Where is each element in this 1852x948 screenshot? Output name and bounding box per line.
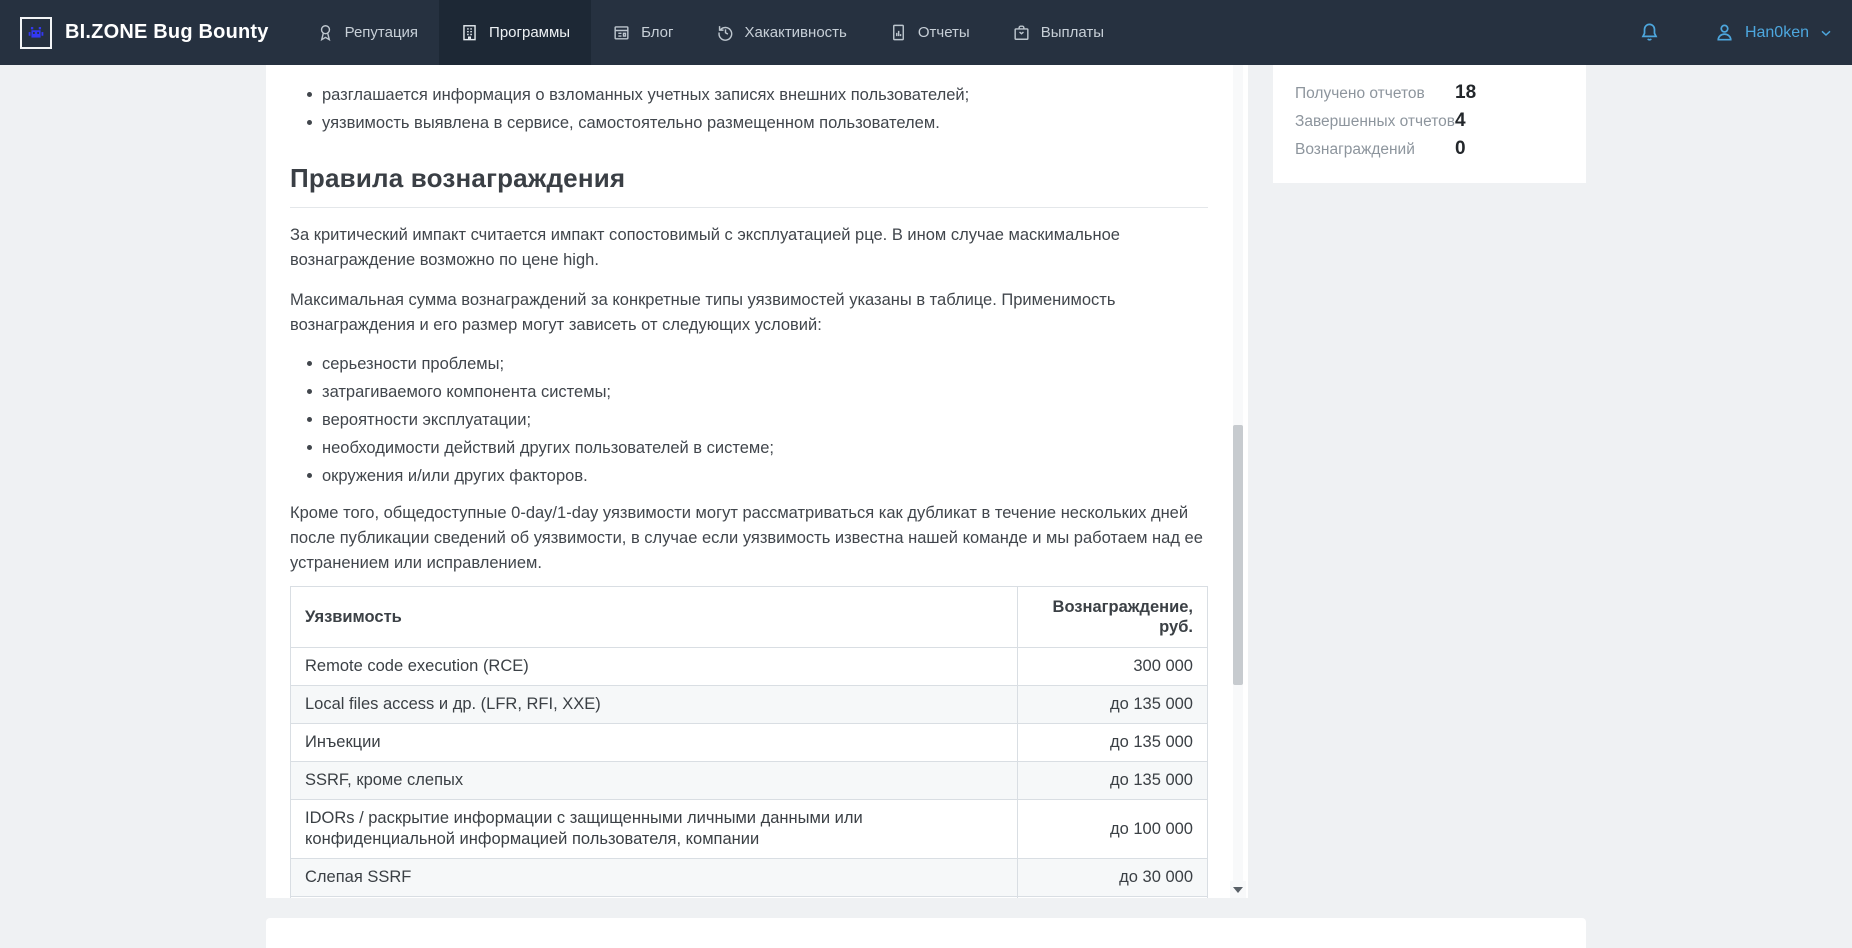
table-row bbox=[291, 859, 1208, 897]
stat-label: Вознаграждений bbox=[1295, 141, 1415, 158]
stat-value: 0 bbox=[1455, 138, 1466, 159]
column-header-reward: Вознаграждение, руб. bbox=[1018, 587, 1208, 648]
nav-item-blog[interactable]: Блог bbox=[591, 0, 694, 65]
stat-label: Получено отчетов bbox=[1295, 85, 1425, 102]
navbar-right bbox=[1638, 0, 1852, 65]
top-navbar bbox=[0, 0, 1852, 65]
user-menu[interactable] bbox=[1713, 21, 1834, 44]
briefcase-icon bbox=[1012, 23, 1031, 42]
vulnerability-cell: Local files access и др. (LFR, RFI, XXE) bbox=[291, 686, 1018, 724]
stat-value: 18 bbox=[1455, 82, 1477, 103]
building-icon bbox=[460, 23, 479, 42]
stat-row-rewards bbox=[1295, 138, 1586, 166]
nav-item-payouts[interactable]: Выплаты bbox=[991, 0, 1125, 65]
username: Han0ken bbox=[1744, 23, 1809, 41]
stat-label: Завершенных отчетов bbox=[1295, 113, 1455, 130]
program-stats-card bbox=[1273, 65, 1586, 183]
newspaper-icon bbox=[612, 23, 631, 42]
reward-cell: до 135 000 bbox=[1018, 724, 1208, 762]
scroll-down-arrow-icon bbox=[1233, 887, 1243, 893]
program-rules-panel bbox=[266, 65, 1248, 898]
stat-value: 4 bbox=[1455, 110, 1466, 131]
nav-item-reports[interactable]: Отчеты bbox=[868, 0, 991, 65]
paragraph-critical-impact: За критический импакт считается импакт сопостовимый с эксплуатацией рце. В ином случае маскимальное вознаграждение возможно по цене high. bbox=[290, 226, 1120, 269]
rewards-table bbox=[290, 586, 1208, 898]
next-section-card bbox=[266, 918, 1586, 948]
vulnerability-cell: SSRF, кроме слепых bbox=[291, 762, 1018, 800]
main-nav bbox=[295, 0, 1125, 65]
table-row bbox=[291, 762, 1208, 800]
stat-row-reports-completed bbox=[1295, 110, 1586, 138]
list-item: затрагиваемого компонента системы; bbox=[322, 382, 1208, 402]
list-item: окружения и/или других факторов. bbox=[322, 466, 1208, 486]
table-row bbox=[291, 648, 1208, 686]
bug-logo-icon bbox=[20, 17, 52, 49]
scrollbar-thumb[interactable] bbox=[1233, 425, 1243, 685]
list-item: серьезности проблемы; bbox=[322, 354, 1208, 374]
history-icon bbox=[716, 23, 735, 42]
user-icon bbox=[1713, 21, 1736, 44]
paragraph-max-rewards: Максимальная сумма вознаграждений за конкретные типы уязвимостей указаны в таблице. Применимость вознаграждения и его размер могут зависеть от следующих условий: bbox=[290, 291, 1116, 334]
nav-item-reputation[interactable]: Репутация bbox=[295, 0, 439, 65]
list-item: разглашается информация о взломанных учетных записях внешних пользователей; bbox=[322, 85, 1208, 105]
nav-item-hackactivity[interactable]: Хакактивность bbox=[695, 0, 868, 65]
table-header-row bbox=[291, 587, 1208, 648]
stat-row-reports-received bbox=[1295, 82, 1586, 110]
chevron-down-icon bbox=[1818, 25, 1834, 41]
conditions-bullet-list bbox=[290, 354, 1208, 486]
paragraph-0day-duplicates: Кроме того, общедоступные 0-day/1-day уязвимости могут рассматриваться как дубликат в течение нескольких дней после публикации сведений об уязвимости, в случае если уязвимость известна нашей команде и мы работаем над ее устранением или исправлением. bbox=[290, 504, 1203, 572]
table-row bbox=[291, 724, 1208, 762]
report-icon bbox=[889, 23, 908, 42]
notifications-button[interactable] bbox=[1638, 21, 1661, 44]
reward-cell: 300 000 bbox=[1018, 648, 1208, 686]
scroll-down-button[interactable] bbox=[1230, 881, 1246, 898]
table-row bbox=[291, 686, 1208, 724]
reward-cell: до 100 000 bbox=[1018, 800, 1208, 859]
reward-cell: до 135 000 bbox=[1018, 686, 1208, 724]
list-item: уязвимость выявлена в сервисе, самостоятельно размещенном пользователем. bbox=[322, 113, 1208, 133]
section-title: Правила вознаграждения bbox=[290, 163, 1208, 208]
medal-icon bbox=[316, 23, 335, 42]
reward-cell: до 30 000 bbox=[1018, 859, 1208, 897]
column-header-vulnerability: Уязвимость bbox=[291, 587, 1018, 648]
list-item: необходимости действий других пользователей в системе; bbox=[322, 438, 1208, 458]
brand-logo[interactable] bbox=[0, 0, 269, 65]
table-row bbox=[291, 800, 1208, 859]
nav-item-programs[interactable]: Программы bbox=[439, 0, 591, 65]
brand-title: BI.ZONE Bug Bounty bbox=[65, 21, 269, 43]
table-row-partial bbox=[291, 897, 1208, 899]
vulnerability-cell: Remote code execution (RCE) bbox=[291, 648, 1018, 686]
vulnerability-cell: IDORs / раскрытие информации с защищенными личными данными или конфиденциальной информацией пользователя, компании bbox=[291, 800, 1018, 859]
reward-cell: до 135 000 bbox=[1018, 762, 1208, 800]
vulnerability-cell: Инъекции bbox=[291, 724, 1018, 762]
bell-icon bbox=[1638, 21, 1661, 44]
list-item: вероятности эксплуатации; bbox=[322, 410, 1208, 430]
intro-bullet-list bbox=[290, 85, 1208, 133]
vulnerability-cell: Слепая SSRF bbox=[291, 859, 1018, 897]
